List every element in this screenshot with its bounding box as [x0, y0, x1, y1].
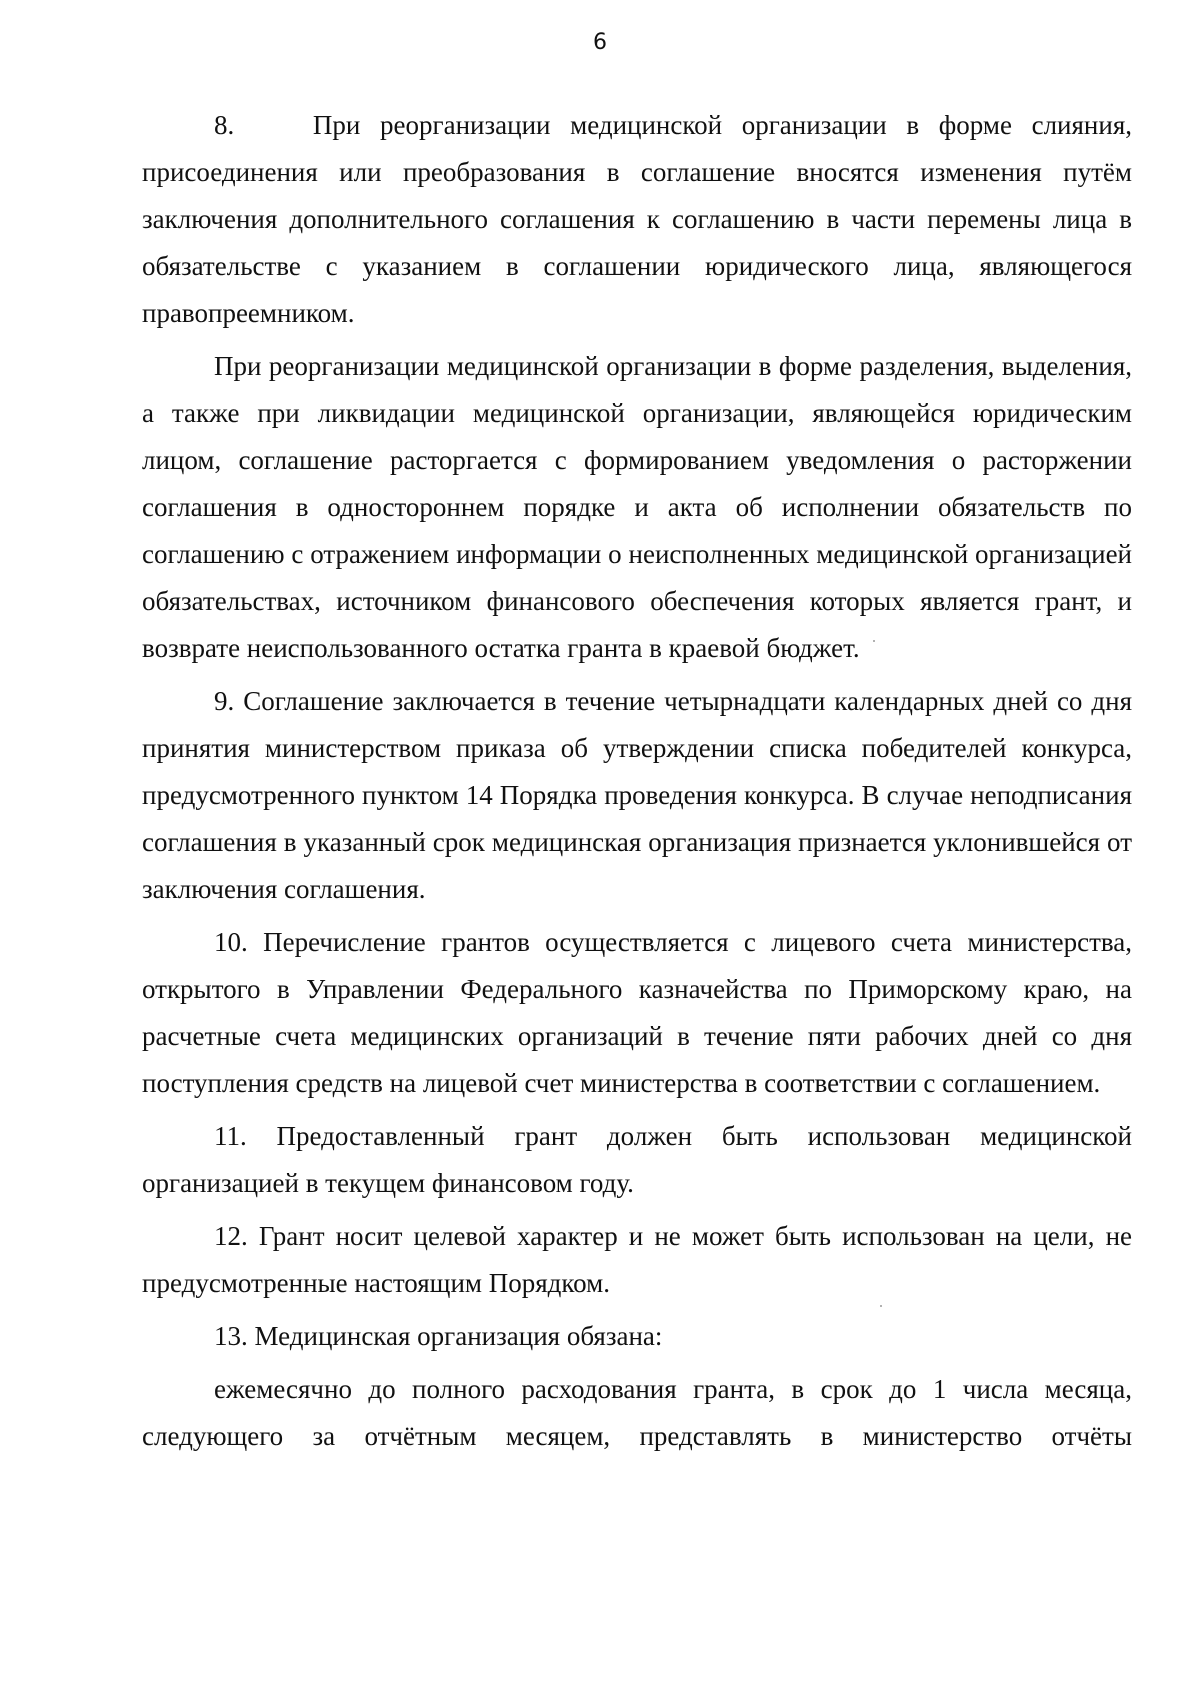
- scan-speck: [880, 1305, 882, 1307]
- paragraph-reorganization-division: При реорганизации медицинской организации в форме разделения, выделения, а также при ликвидации медицинской организации, являющейся юридическим лицом, соглашение расторгается с формированием уведомления о расторжении соглашения в одностороннем порядке и акта об исполнении обязательств по соглашению с отражением информации о неисполненных медицинской организацией обязательствах, источником финансового обеспечения которых является грант, и возврате неиспользованного остатка гранта в краевой бюджет.: [142, 351, 1132, 663]
- paragraph-10: 10. Перечисление грантов осуществляется с лицевого счета министерства, открытого в Управлении Федерального казначейства по Приморскому краю, на расчетные счета медицинских организаций в течение пяти рабочих дней со дня поступления средств на лицевой счет министерства в соответствии с соглашением.: [142, 927, 1132, 1098]
- paragraph-monthly-reports: ежемесячно до полного расходования гранта, в срок до 1 числа месяца, следующего за отчётным месяцем, представлять в министерство отчёты: [142, 1374, 1132, 1451]
- paragraph-8: 8. При реорганизации медицинской организации в форме слияния, присоединения или преобразования в соглашение вносятся изменения путём заключения дополнительного соглашения к соглашению в части перемены лица в обязательстве с указанием в соглашении юридического лица, являющегося правопреемником.: [142, 110, 1132, 328]
- scan-speck: [873, 640, 875, 642]
- paragraph-9: 9. Соглашение заключается в течение четырнадцати календарных дней со дня принятия министерством приказа об утверждении списка победителей конкурса, предусмотренного пунктом 14 Порядка проведения конкурса. В случае неподписания соглашения в указанный срок медицинская организация признается уклонившейся от заключения соглашения.: [142, 686, 1132, 904]
- paragraph-11: 11. Предоставленный грант должен быть использован медицинской организацией в текущем финансовом году.: [142, 1121, 1132, 1198]
- page-number: 6: [593, 30, 607, 55]
- paragraph-12: 12. Грант носит целевой характер и не может быть использован на цели, не предусмотренные настоящим Порядком.: [142, 1221, 1132, 1298]
- document-body: [142, 102, 1132, 1460]
- paragraph-13: 13. Медицинская организация обязана:: [214, 1321, 663, 1351]
